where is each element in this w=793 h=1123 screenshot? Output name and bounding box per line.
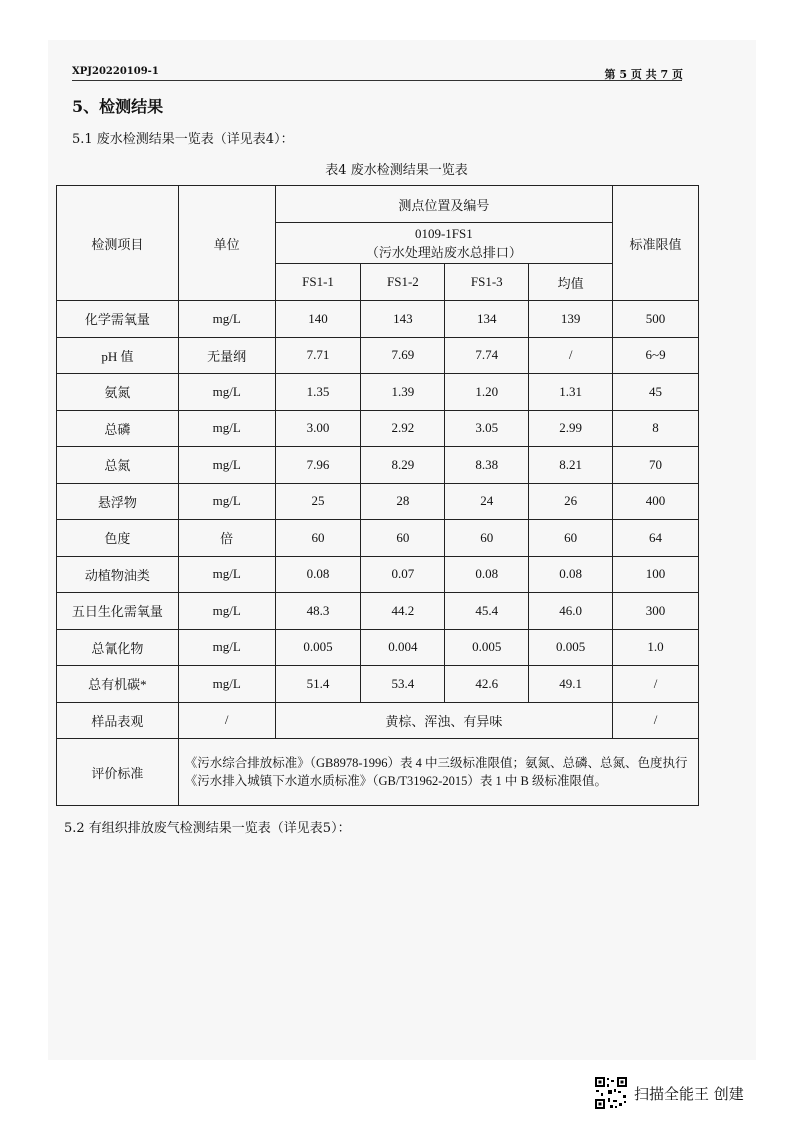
cell-unit: mg/L (178, 629, 275, 666)
cell-unit: mg/L (178, 447, 275, 484)
table-row (57, 410, 699, 447)
cell-unit: mg/L (178, 593, 275, 630)
cell-sample-3: 0.005 (445, 629, 529, 666)
cell-sample-1: 3.00 (275, 410, 361, 447)
cell-sample-1: 60 (275, 520, 361, 557)
scanner-label: 扫描全能王 创建 (634, 1084, 744, 1103)
table-row (57, 337, 699, 374)
cell-sample-2: 0.004 (361, 629, 445, 666)
cell-sample-1: 1.35 (275, 374, 361, 411)
cell-limit: 45 (613, 374, 699, 411)
cell-unit: mg/L (178, 410, 275, 447)
cell-limit: 64 (613, 520, 699, 557)
cell-sample-2: 0.07 (361, 556, 445, 593)
cell-unit: mg/L (178, 374, 275, 411)
cell-average: 0.08 (529, 556, 613, 593)
cell-sample-1: 51.4 (275, 666, 361, 703)
cell-item: 动植物油类 (57, 556, 179, 593)
location-name: （污水处理站废水总排口） (365, 244, 522, 260)
cell-sample-2: 1.39 (361, 374, 445, 411)
cell-sample-3: 45.4 (445, 593, 529, 630)
cell-sample-1: 7.71 (275, 337, 361, 374)
location-code: 0109-1FS1 (414, 225, 473, 241)
appearance-value: 黄棕、浑浊、有异味 (275, 702, 613, 739)
appearance-item: 样品表观 (57, 702, 179, 739)
cell-unit: mg/L (178, 556, 275, 593)
table-row (57, 447, 699, 484)
cell-average: 139 (529, 301, 613, 338)
cell-limit: 400 (613, 483, 699, 520)
cell-unit: 倍 (178, 520, 275, 557)
cell-sample-2: 143 (361, 301, 445, 338)
cell-average: 49.1 (529, 666, 613, 703)
cell-average: 0.005 (529, 629, 613, 666)
cell-item: pH 值 (57, 337, 179, 374)
header-average: 均值 (529, 264, 613, 301)
cell-average: 60 (529, 520, 613, 557)
subsection-heading-wastewater: 5.1 废水检测结果一览表（详见表4）： (72, 132, 294, 147)
cell-unit: mg/L (178, 301, 275, 338)
cell-item: 总磷 (57, 410, 179, 447)
cell-average: 26 (529, 483, 613, 520)
cell-sample-1: 7.96 (275, 447, 361, 484)
cell-sample-3: 134 (445, 301, 529, 338)
table-row (57, 374, 699, 411)
cell-sample-2: 60 (361, 520, 445, 557)
cell-sample-3: 1.20 (445, 374, 529, 411)
qr-code-icon (594, 1076, 628, 1110)
cell-average: / (529, 337, 613, 374)
cell-item: 五日生化需氧量 (57, 593, 179, 630)
appearance-limit: / (613, 702, 699, 739)
cell-limit: 1.0 (613, 629, 699, 666)
cell-item: 氨氮 (57, 374, 179, 411)
appearance-unit: / (178, 702, 275, 739)
header-sample-1: FS1-1 (275, 264, 361, 301)
cell-sample-3: 7.74 (445, 337, 529, 374)
cell-sample-1: 140 (275, 301, 361, 338)
cell-item: 总有机碳* (57, 666, 179, 703)
cell-average: 2.99 (529, 410, 613, 447)
cell-sample-2: 44.2 (361, 593, 445, 630)
cell-limit: 300 (613, 593, 699, 630)
table-row (57, 483, 699, 520)
cell-item: 总氮 (57, 447, 179, 484)
table-row (57, 666, 699, 703)
header-location-detail (275, 223, 613, 264)
cell-limit: 100 (613, 556, 699, 593)
cell-average: 8.21 (529, 447, 613, 484)
cell-sample-3: 24 (445, 483, 529, 520)
cell-limit: 500 (613, 301, 699, 338)
table-row (57, 629, 699, 666)
evaluation-text: 《污水综合排放标准》（GB8978-1996）表 4 中三级标准限值；氨氮、总磷、总氮、色度执行《污水排入城镇下水道水质标准》（GB/T31962-2015）表 1 中 B 级标准限值。 (178, 739, 698, 806)
cell-sample-3: 0.08 (445, 556, 529, 593)
cell-unit: 无量纲 (178, 337, 275, 374)
cell-sample-3: 3.05 (445, 410, 529, 447)
cell-sample-1: 48.3 (275, 593, 361, 630)
doc-number: XPJ20220109-1 (72, 66, 159, 77)
cell-sample-2: 8.29 (361, 447, 445, 484)
header-divider (72, 80, 682, 81)
cell-limit: 6~9 (613, 337, 699, 374)
cell-limit: 8 (613, 410, 699, 447)
wastewater-results-table (56, 185, 699, 806)
cell-sample-2: 53.4 (361, 666, 445, 703)
cell-limit: / (613, 666, 699, 703)
cell-sample-3: 60 (445, 520, 529, 557)
scanner-watermark (594, 1076, 744, 1110)
cell-sample-3: 8.38 (445, 447, 529, 484)
cell-unit: mg/L (178, 666, 275, 703)
table-row (57, 556, 699, 593)
header-limit: 标准限值 (613, 186, 699, 301)
header-location: 测点位置及编号 (275, 186, 613, 223)
table-row (57, 593, 699, 630)
cell-sample-2: 7.69 (361, 337, 445, 374)
cell-item: 悬浮物 (57, 483, 179, 520)
cell-sample-2: 28 (361, 483, 445, 520)
cell-average: 46.0 (529, 593, 613, 630)
section-title: 5、检测结果 (72, 97, 164, 116)
cell-sample-1: 0.08 (275, 556, 361, 593)
cell-limit: 70 (613, 447, 699, 484)
subsection-heading-exhaust: 5.2 有组织排放废气检测结果一览表（详见表5）： (64, 821, 351, 836)
cell-item: 色度 (57, 520, 179, 557)
evaluation-item: 评价标准 (57, 739, 179, 806)
cell-item: 总氰化物 (57, 629, 179, 666)
page-info: 第 5 页 共 7 页 (604, 68, 683, 81)
table-row (57, 520, 699, 557)
cell-sample-1: 25 (275, 483, 361, 520)
cell-item: 化学需氧量 (57, 301, 179, 338)
cell-sample-2: 2.92 (361, 410, 445, 447)
header-item: 检测项目 (57, 186, 179, 301)
header-sample-3: FS1-3 (445, 264, 529, 301)
cell-unit: mg/L (178, 483, 275, 520)
table-row (57, 301, 699, 338)
cell-average: 1.31 (529, 374, 613, 411)
header-sample-2: FS1-2 (361, 264, 445, 301)
table-caption: 表4 废水检测结果一览表 (325, 163, 468, 178)
cell-sample-1: 0.005 (275, 629, 361, 666)
header-unit: 单位 (178, 186, 275, 301)
cell-sample-3: 42.6 (445, 666, 529, 703)
